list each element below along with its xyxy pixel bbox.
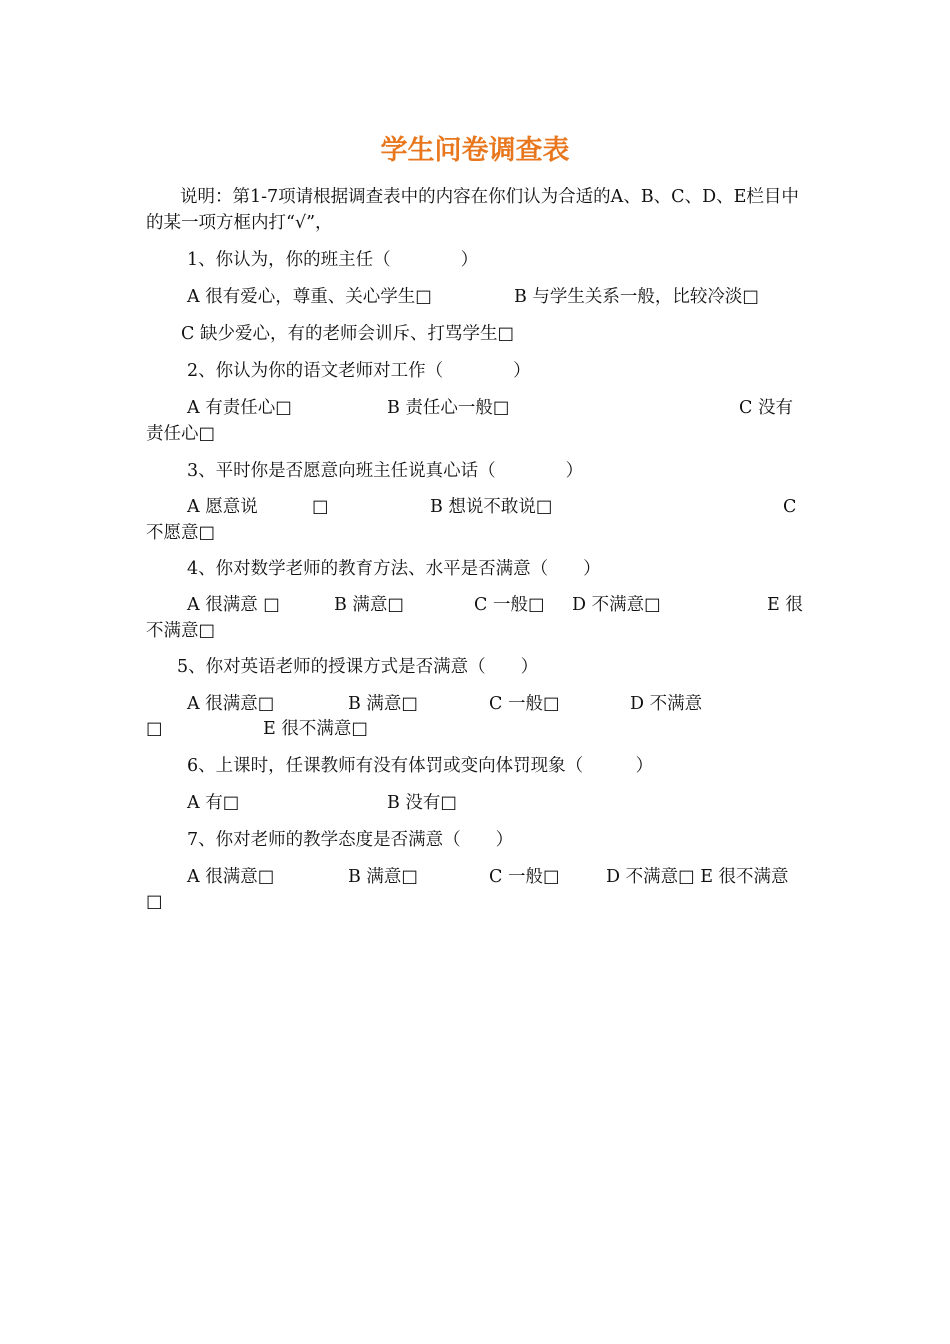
q7-option-d-e[interactable]: D 不满意□ E 很不满意: [606, 867, 789, 887]
q7-option-a[interactable]: A 很满意□: [187, 867, 275, 887]
q7-option-e-box[interactable]: □: [146, 892, 163, 912]
q4-option-a[interactable]: A 很满意 □: [187, 595, 280, 615]
q4-option-e[interactable]: E 很: [767, 595, 803, 615]
question-7: 7、你对老师的教学态度是否满意（ ）: [187, 830, 514, 850]
q5-option-d-box[interactable]: □: [146, 719, 163, 739]
page-title: 学生问卷调查表: [380, 135, 570, 166]
q1-option-b[interactable]: B 与学生关系一般，比较冷淡□: [514, 287, 759, 307]
q3-option-c[interactable]: C: [783, 497, 797, 517]
question-3: 3、平时你是否愿意向班主任说真心话（ ）: [187, 461, 584, 481]
q4-option-d[interactable]: D 不满意□: [572, 595, 661, 615]
q1-option-a[interactable]: A 很有爱心，尊重、关心学生□: [187, 287, 432, 307]
q7-option-c[interactable]: C 一般□: [489, 867, 560, 887]
q3-option-b[interactable]: B 想说不敢说□: [430, 497, 553, 517]
q4-option-c[interactable]: C 一般□: [474, 595, 545, 615]
q2-option-c[interactable]: C 没有: [739, 398, 793, 418]
q6-option-b[interactable]: B 没有□: [387, 793, 457, 813]
q2-option-c-cont[interactable]: 责任心□: [146, 424, 216, 444]
q5-option-b[interactable]: B 满意□: [348, 694, 418, 714]
question-6: 6、上课时，任课教师有没有体罚或变向体罚现象（ ）: [187, 756, 654, 776]
q5-option-c[interactable]: C 一般□: [489, 694, 560, 714]
question-2: 2、你认为你的语文老师对工作（ ）: [187, 361, 531, 381]
instructions-text: 说明：第1-7项请根据调查表中的内容在你们认为合适的A、B、C、D、E栏目中的某一项方框内打“√”，: [146, 187, 799, 233]
q1-option-c[interactable]: C 缺少爱心，有的老师会训斥、打骂学生□: [181, 324, 514, 344]
q2-option-a[interactable]: A 有责任心□: [187, 398, 292, 418]
q3-option-c-cont[interactable]: 不愿意□: [146, 523, 216, 543]
question-1: 1、你认为，你的班主任（ ）: [187, 250, 479, 270]
q7-option-b[interactable]: B 满意□: [348, 867, 418, 887]
question-4: 4、你对数学老师的教育方法、水平是否满意（ ）: [187, 559, 601, 579]
q2-option-b[interactable]: B 责任心一般□: [387, 398, 510, 418]
q5-option-e[interactable]: E 很不满意□: [263, 719, 368, 739]
q4-option-b[interactable]: B 满意□: [334, 595, 404, 615]
question-5: 5、你对英语老师的授课方式是否满意（ ）: [177, 657, 539, 677]
q3-option-a[interactable]: A 愿意说: [187, 497, 258, 517]
q3-option-a-box[interactable]: □: [312, 497, 329, 517]
q6-option-a[interactable]: A 有□: [187, 793, 240, 813]
q5-option-d[interactable]: D 不满意: [630, 694, 703, 714]
q5-option-a[interactable]: A 很满意□: [187, 694, 275, 714]
q4-option-e-cont[interactable]: 不满意□: [146, 621, 216, 641]
